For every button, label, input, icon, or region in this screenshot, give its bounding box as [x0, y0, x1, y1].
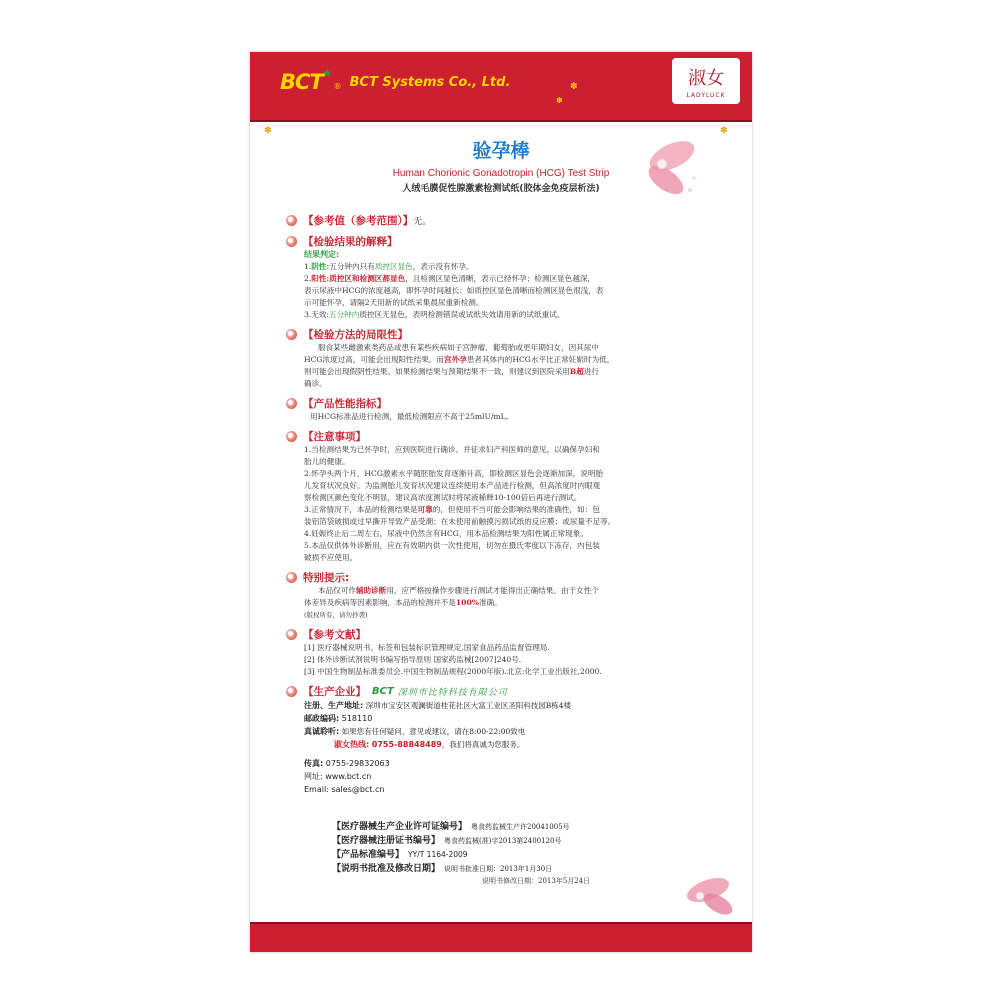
section-limitations	[286, 327, 722, 342]
result-invalid: 3.无效:五分钟内质控区无显色，表明检测错误或试纸失效请用新的试纸重试。	[304, 310, 565, 319]
brand-name-en: LADYLUCK	[686, 92, 726, 99]
note-line: 4.妊娠终止后二周左右，尿液中仍然含有HCG，用本品检测结果为阳性属正常现象。	[304, 529, 588, 538]
company-logo	[280, 68, 510, 96]
date-line: 【说明书批准及修改日期】 说明书批准日期：2013年1月30日	[332, 864, 553, 874]
content	[286, 207, 722, 796]
section-interpretation	[286, 234, 722, 249]
fax-line: 传真: 0755-29832063	[304, 759, 390, 768]
page-title: 验孕棒	[472, 140, 530, 162]
judge-label: 结果判定:	[304, 250, 340, 259]
section-title: 【产品性能指标】	[303, 398, 387, 410]
section-title: 【生产企业】	[303, 686, 366, 698]
note-line: 儿发育状况良好。为监测胎儿发育状况建议连续使用本产品进行检测，但高浓度时内眼观	[304, 481, 601, 490]
web-line: 网址: www.bct.cn	[304, 772, 372, 781]
note-line: 2.怀孕头两个月，HCG激素水平随胚胎发育逐渐升高，即检测区显色会逐渐加深，说明胎	[304, 469, 604, 478]
result-negative: 1.阴性:五分钟内只有质控区显色，表示没有怀孕。	[304, 262, 474, 271]
limits-line: 则可能会出现假阴性结果。如果检测结果与预期结果不一致，则建议到医院采用B超进行	[304, 367, 599, 376]
registered-mark: ®	[333, 81, 342, 91]
instruction-leaflet	[250, 52, 752, 952]
pearl-bullet-icon	[286, 236, 297, 247]
note-line: 5.本品仅供体外诊断用，应在有效期内供一次性使用，切勿在摄氏零度以下冻存，内包装	[304, 541, 600, 550]
pearl-bullet-icon	[286, 215, 297, 226]
star-icon: ★	[321, 66, 333, 80]
standard-line: 【产品标准编号】 YY/T 1164-2009	[332, 850, 468, 860]
flower-icon: ✽	[556, 96, 563, 105]
section-title: 【参考文献】	[303, 629, 366, 641]
result-positive-line3: 示可能怀孕，请隔2天用新的试纸采集晨尿重新检测。	[304, 298, 484, 307]
section-references	[286, 627, 722, 642]
pearl-bullet-icon	[286, 572, 297, 583]
reference-value: 无。	[413, 217, 432, 227]
tips-line: 本品仅可作辅助诊断用，应严格按操作步骤进行测试才能得出正确结果。由于女性个	[318, 586, 599, 595]
section-performance	[286, 396, 722, 411]
limits-line: 服食某些雌激素类药品或患有某些疾病如子宫肿瘤、葡萄胎或更年期妇女，因其尿中	[318, 343, 599, 352]
contact-block	[286, 699, 722, 796]
note-line: 察检测区颜色变化不明显，建议高浓度测试时将尿液稀释10-100倍后再进行测试。	[304, 493, 582, 502]
section-title: 【注意事项】	[303, 431, 366, 443]
email-line: Email: sales@bct.cn	[304, 785, 385, 794]
brand-logo	[672, 58, 740, 104]
note-line: 胎儿的健康。	[304, 457, 350, 466]
petal-decoration	[674, 862, 744, 922]
header-band	[250, 52, 752, 122]
pearl-bullet-icon	[286, 431, 297, 442]
footer-band	[250, 922, 752, 952]
section-reference	[286, 213, 722, 228]
note-line: 1.当检测结果为已怀孕时，应到医院进行确诊。并征求妇产科医师的意见，以确保孕妇和	[304, 445, 600, 454]
pearl-bullet-icon	[286, 629, 297, 640]
note-line: 破损不应使用。	[304, 553, 358, 562]
flower-icon: ✽	[570, 82, 578, 92]
company-name-en: BCT Systems Co., Ltd.	[349, 74, 511, 90]
hotline-number: 0755-88848489	[371, 740, 442, 749]
flower-icon: ✽	[264, 126, 272, 136]
bct-logo-mark: BCT	[280, 70, 323, 94]
manufacturer-name: 深圳市比特科技有限公司	[397, 688, 508, 698]
section-manufacturer	[286, 684, 722, 699]
section-title: 特别提示:	[303, 572, 350, 584]
section-title: 【参考值（参考范围）】	[303, 215, 414, 227]
limits-line: HCG浓度过高，可能会出现阳性结果。而宫外孕患者其体内的HCG水平比正常妊娠时为低，	[304, 355, 615, 364]
manufacturer-logo: BCT	[372, 686, 394, 697]
flower-icon: ✽	[720, 126, 728, 136]
reference-item: [1] 医疗器械说明书、标签和包装标识管理规定,国家食品药品监督管理局.	[304, 643, 550, 652]
tips-line: 体差异及疾病等因素影响，本品的检测并不是100%准确。	[304, 598, 502, 607]
hotline-line: 淑女热线: 0755-88848489，我们将真诚为您服务。	[334, 740, 525, 749]
result-positive: 2.阳性:质控区和检测区都显色，且检测区显色清晰，表示已经怀孕；检测区显色越深，	[304, 274, 596, 283]
pearl-bullet-icon	[286, 686, 297, 697]
pearl-bullet-icon	[286, 398, 297, 409]
address-line: 注册、生产地址: 深圳市宝安区观澜街道桂花社区大富工业区圣阳科技园B栋4楼	[304, 701, 572, 710]
subtitle-zh: 人绒毛膜促性腺激素检测试纸(胶体金免疫层析法)	[402, 184, 600, 194]
registration-block	[332, 820, 732, 887]
reference-item: [3] 中国生物制品标准委员会.中国生物制品规程(2000年版).北京:化学工业出版社,2000.	[304, 667, 602, 676]
service-line: 真诚聆听: 如果您有任何疑问、意见或建议，请在8:00-22:00致电	[304, 727, 526, 736]
license-line: 【医疗器械生产企业许可证编号】 粤食药监械生产许20041005号	[332, 822, 570, 832]
section-title: 【检验结果的解释】	[303, 236, 398, 248]
section-title: 【检验方法的局限性】	[303, 329, 408, 341]
copyright-note: (版权所有，请勿抄袭)	[304, 611, 368, 619]
brand-name-zh: 淑女	[688, 68, 724, 89]
zip-line: 邮政编码: 518110	[304, 714, 373, 723]
result-positive-line2: 表示尿液中HCG的浓度越高，即怀孕时间越长；如质控区显色清晰而检测区显色很浅，表	[304, 286, 604, 295]
pearl-bullet-icon	[286, 329, 297, 340]
revise-date: 说明书修改日期：2013年5月24日	[482, 877, 591, 885]
note-line: 3.正常情况下，本品的检测结果是可靠的，但使用不当可能会影响结果的准确性，如：包	[304, 505, 600, 514]
section-notes	[286, 429, 722, 444]
hotline-label: 淑女热线:	[334, 740, 370, 749]
registration-line: 【医疗器械注册证书编号】 粤食药监械(准)字2013第2400120号	[332, 836, 562, 846]
reference-item: [2] 体外诊断试剂说明书编写指导原则 国家药监械[2007]240号.	[304, 655, 522, 664]
subtitle-en: Human Chorionic Gonadotropin (HCG) Test Strip	[392, 168, 610, 179]
performance-text: 用HCG标准品进行检测，最低检测限应不高于25mlU/mL。	[310, 412, 514, 421]
section-tips	[286, 570, 722, 585]
title-block	[250, 136, 752, 194]
note-line: 装铝箔袋破损或过早撕开导致产品受潮；在未使用前触摸污损试纸的反应膜；或尿量不足等。	[304, 517, 616, 526]
limits-line: 确诊。	[304, 379, 327, 388]
